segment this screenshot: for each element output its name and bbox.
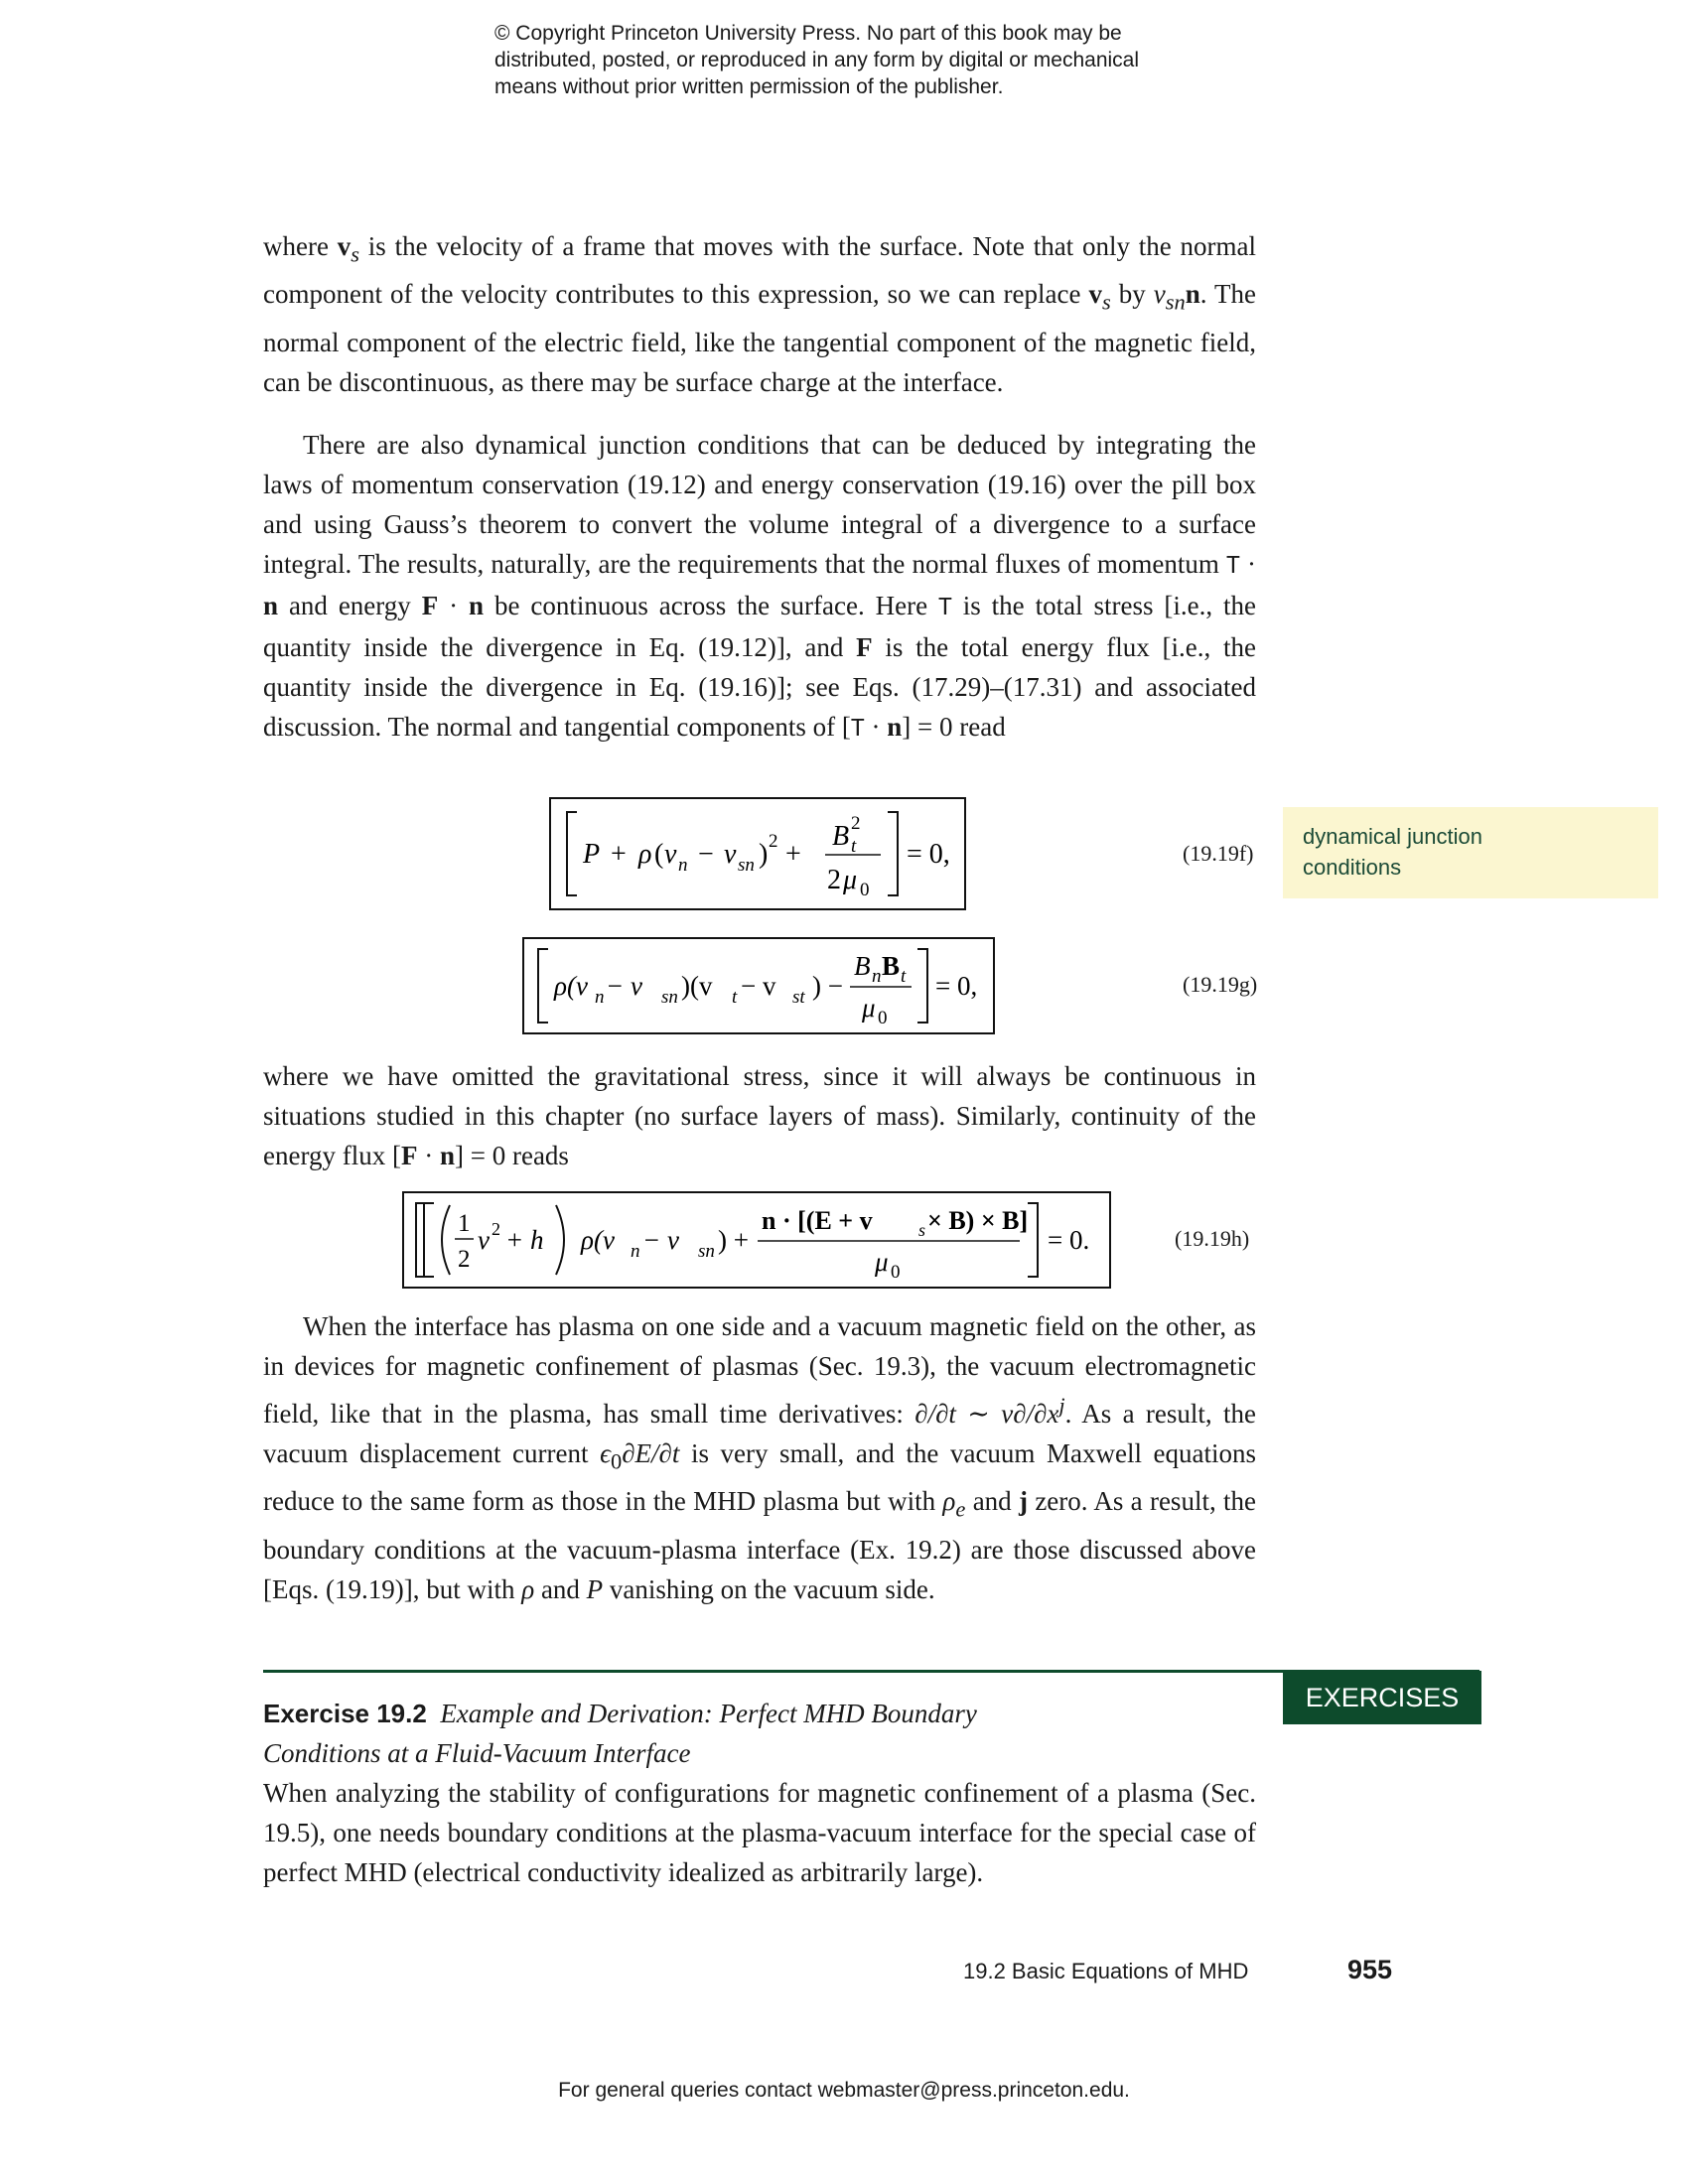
svg-text:× B) × B]: × B) × B] — [927, 1206, 1029, 1235]
contact-note: For general queries contact webmaster@press.princeton.edu. — [558, 2079, 1130, 2102]
svg-text:t: t — [901, 966, 907, 987]
svg-text:t: t — [851, 836, 857, 857]
svg-text:μ: μ — [862, 993, 876, 1023]
svg-text:B: B — [832, 821, 850, 852]
svg-text:− v: − v — [642, 1225, 679, 1255]
svg-text:2: 2 — [492, 1219, 500, 1239]
svg-text:n · [(E + v: n · [(E + v — [762, 1206, 873, 1235]
exercise-title — [263, 1694, 1256, 1733]
body-paragraph-4: When the interface has plasma on one side and a vacuum magnetic field on the other, as in devices for magnetic confinement of plasmas (Sec. 19.3), the vacuum electromagnetic field, like that in the plasma, has small time derivatives: ∂/∂t ∼ $v\partial/\partial x^j$. As a result, the vacuum displacement current $\epsilon_0\partial E/\partial t$ is very small, and the vacuum Maxwell equations reduce to the same form as those in the MHD plasma but with $\rho_e$ and j zero. As a result, the boundary conditions at the vacuum-plasma interface (Ex. 19.2) are those discussed above [Eqs. (19.19)], but with ρ and P vanishing on the vacuum side. — [263, 1311, 1257, 1604]
svg-text:B: B — [882, 951, 901, 981]
svg-text:v: v — [724, 839, 737, 870]
svg-text:B: B — [854, 951, 871, 981]
svg-text:2: 2 — [769, 831, 778, 852]
svg-text:) +: ) + — [718, 1225, 749, 1255]
svg-text:μ: μ — [843, 865, 858, 895]
body-paragraph-2: There are also dynamical junction conditions that can be deduced by integrating the laws of momentum conservation (19.12) and energy conservation (19.16) over the pill box and using Gauss’s theorem to convert the volume integral of a divergence to a surface integral. The results, naturally, are the requirements that the normal fluxes of momentum T · n and energy F · n be continuous across the surface. Here T is the total stress [i.e., the quantity inside the divergence in Eq. (19.12)], and F is the total energy flux [i.e., the quantity inside the divergence in Eq. (19.16)]; see Eqs. (17.29)–(17.31) and associated discussion. The normal and tangential components of [T · n] = 0 read — [263, 430, 1256, 742]
svg-text:2: 2 — [827, 865, 841, 895]
equation-19-19f — [549, 797, 966, 910]
equation-19-19h — [402, 1191, 1111, 1289]
svg-text:= 0,: = 0, — [935, 971, 978, 1001]
svg-text:− v: − v — [741, 971, 776, 1001]
svg-text:v: v — [664, 839, 677, 870]
svg-text:+: + — [785, 839, 801, 870]
svg-text:s: s — [918, 1220, 926, 1240]
body-paragraph-1: where $v_s$ is the velocity of a frame that moves with the surface. Note that only the normal component of the velocity contributes to this expression, so we can replace $v_s$ by $v_{sn}n$. The normal component of the electric field, like the tangential component of the magnetic field, can be discontinuous, as there may be surface charge at the interface. — [263, 231, 1257, 397]
copyright-line: distributed, posted, or reproduced in any form by digital or mechanical — [494, 49, 1140, 71]
svg-text:st: st — [792, 987, 805, 1008]
svg-text:0: 0 — [878, 1008, 888, 1028]
svg-text:ρ: ρ — [638, 839, 652, 870]
svg-text:−: − — [698, 839, 714, 870]
svg-text:t: t — [732, 987, 738, 1008]
equation-19-19g — [522, 937, 995, 1034]
equation-number-19-19g: (19.19g) — [1183, 972, 1258, 997]
svg-text:)(v: )(v — [681, 971, 713, 1001]
exercise-text: When analyzing the stability of configurations for magnetic confinement of a plasma (Sec. 19.5), one needs boundary conditions at the plasma-vacuum interface for the special case of perfect MHD (electrical conductivity idealized as arbitrarily large). — [263, 1778, 1256, 1887]
svg-text:P: P — [583, 839, 601, 870]
margin-note-line: dynamical junction — [1303, 824, 1482, 849]
margin-note-line: conditions — [1303, 855, 1402, 880]
margin-note — [1283, 807, 1658, 898]
exercises-tab: EXERCISES — [1283, 1671, 1481, 1724]
svg-text:n: n — [595, 987, 605, 1008]
svg-text:= 0.: = 0. — [1048, 1225, 1090, 1255]
exercise-19-2 — [263, 1694, 1256, 1892]
svg-text:sn: sn — [661, 987, 678, 1008]
page-number: 955 — [1347, 1955, 1393, 1984]
equation-number-19-19f: (19.19f) — [1183, 841, 1254, 866]
svg-text:0: 0 — [860, 880, 870, 900]
svg-text:n: n — [678, 855, 688, 876]
svg-text:n: n — [872, 966, 882, 987]
svg-text:): ) — [759, 839, 769, 870]
svg-text:n: n — [631, 1241, 640, 1262]
svg-text:2: 2 — [458, 1246, 471, 1273]
exercise-label: Exercise 19.2 — [263, 1699, 427, 1728]
svg-text:v: v — [478, 1225, 490, 1255]
exercise-title-line1: Example and Derivation: Perfect MHD Boundary — [440, 1699, 977, 1728]
svg-text:2: 2 — [851, 813, 861, 834]
svg-text:μ: μ — [875, 1247, 889, 1277]
copyright-notice — [494, 20, 1249, 100]
equation-number-19-19h: (19.19h) — [1175, 1226, 1250, 1251]
svg-text:0: 0 — [891, 1262, 901, 1283]
svg-text:+: + — [611, 839, 627, 870]
copyright-line: means without prior written permission of the publisher. — [494, 75, 1004, 98]
svg-text:− v: − v — [606, 971, 642, 1001]
svg-text:+ h: + h — [505, 1225, 544, 1255]
svg-text:) −: ) − — [812, 971, 843, 1001]
svg-text:= 0,: = 0, — [907, 839, 950, 870]
body-paragraph-3: where we have omitted the gravitational stress, since it will always be continuous in situations studied in this chapter (no surface layers of mass). Similarly, continuity of the energy flux [F · n] = 0 reads — [263, 1061, 1256, 1170]
svg-text:(: ( — [654, 839, 664, 870]
svg-text:sn: sn — [698, 1241, 715, 1262]
svg-text:sn: sn — [738, 855, 755, 876]
exercise-title-line2: Conditions at a Fluid-Vacuum Interface — [263, 1738, 691, 1768]
copyright-line: © Copyright Princeton University Press. No part of this book may be — [494, 22, 1122, 45]
running-head: 19.2 Basic Equations of MHD — [963, 1959, 1249, 1983]
svg-text:ρ(v: ρ(v — [581, 1225, 615, 1255]
svg-text:1: 1 — [458, 1210, 471, 1237]
svg-text:ρ(v: ρ(v — [554, 971, 588, 1001]
